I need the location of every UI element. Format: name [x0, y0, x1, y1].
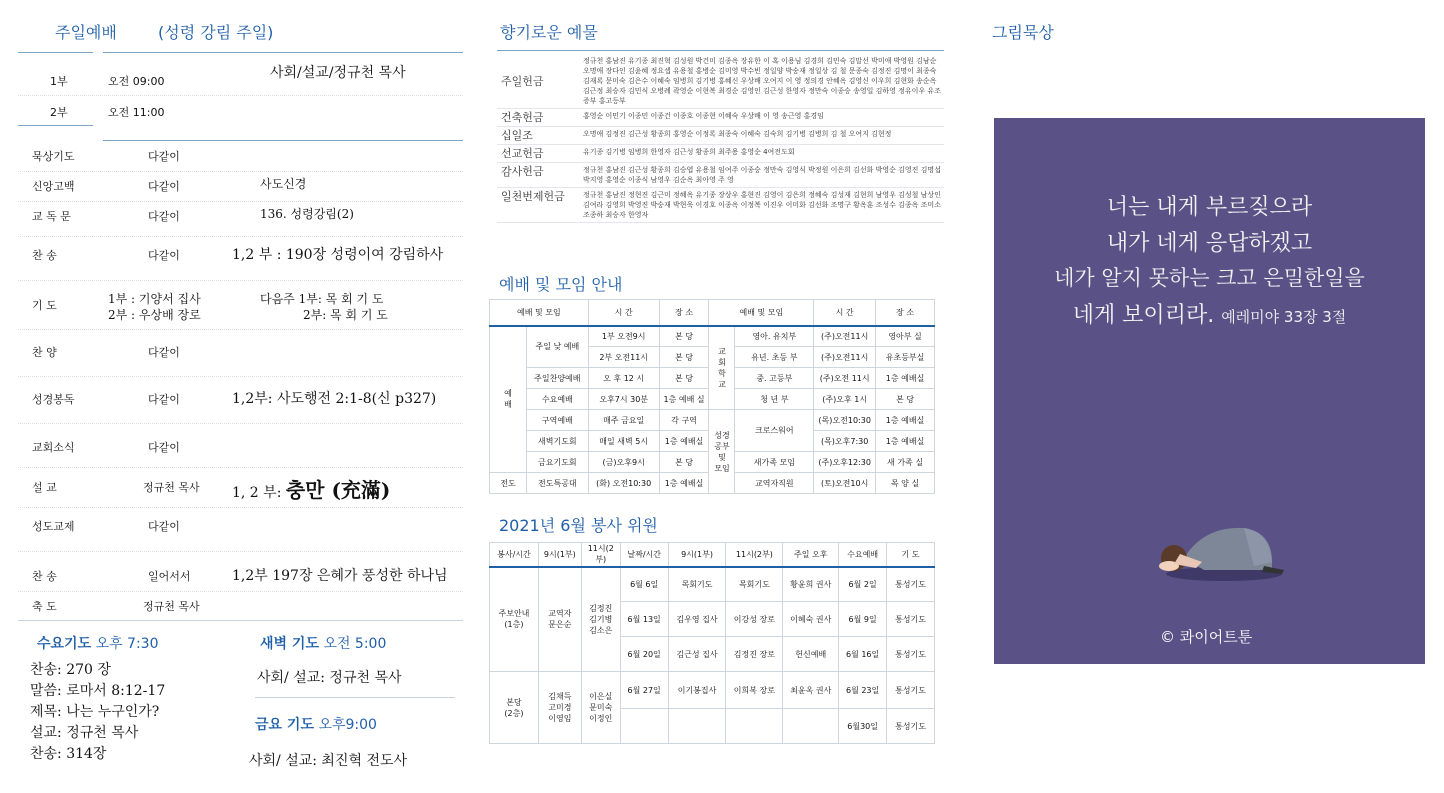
wednesday-line: 설교: 정규천 목사	[30, 725, 139, 741]
worship-item-label: 찬 양	[32, 346, 57, 359]
next-week-prayer: 다음주 1부: 목 회 기 도	[260, 292, 384, 306]
prayer-2: 2부 : 우상배 장로	[108, 308, 201, 322]
offerings-table	[497, 54, 944, 223]
sermon-title	[232, 474, 390, 503]
schedule-table	[489, 299, 935, 494]
verse-line: 내가 네게 응답하겠고	[1106, 231, 1313, 256]
schedule-place: 목 양 실	[876, 473, 935, 494]
schedule-place: 본 당	[659, 368, 709, 389]
schedule-name: 전도특공대	[526, 473, 588, 494]
worship-item-label: 성경봉독	[32, 393, 75, 406]
column-header: 9시(1부)	[668, 543, 726, 567]
volunteer-cell: 통성기도	[887, 637, 935, 672]
schedule-time: (금)오후9시	[588, 452, 659, 473]
schedule-place: 1층 예배실	[876, 431, 935, 452]
schedule-place: 1층 예배실	[876, 410, 935, 431]
schedule-title: 예배 및 모임 안내	[499, 275, 623, 294]
schedule-group: 전도	[490, 473, 527, 494]
worship-leader: 사회/설교/정규천 목사	[270, 65, 406, 81]
column-header: 시 간	[588, 300, 659, 326]
offering-names: 정규천 홍남진 정현진 김근미 정혜옥 유기종 장상우 홍현진 김영이 김은희 정혜숙 김성재 김현희 남영우 김성철 남상인 김여라 김영희 박영진 박숭재 박현욱 이경호 이종옥 이정복 이진우 이미화 김선화 조명구 황옥훈 조성수 김종옥 조미소 조종하 최승자 한영자	[581, 188, 944, 223]
offering-row	[497, 109, 944, 127]
wednesday-line: 제목: 나는 누구인가?	[30, 704, 160, 720]
offering-type: 건축헌금	[497, 109, 581, 127]
volunteer-cell: 통성기도	[887, 602, 935, 637]
worship-item-detail: 1,2부: 사도행전 2:1-8(신 p327)	[232, 391, 437, 407]
column-header: 주일 오후	[783, 543, 839, 567]
worship-item-who: 다같이	[148, 249, 180, 262]
schedule-time: 매일 새벽 5시	[588, 431, 659, 452]
illustration-credit: © 콰이어트툰	[1160, 628, 1253, 646]
schedule-name: 유년. 초등 부	[735, 347, 814, 368]
column-header: 기 도	[887, 543, 935, 567]
worship-item-label: 묵상기도	[32, 150, 75, 163]
worship-item-detail: 사도신경	[260, 177, 307, 191]
prayer-1: 1부 : 기양서 집사	[108, 292, 201, 306]
worship-item-who: 다같이	[148, 210, 180, 223]
offering-row	[497, 127, 944, 145]
worship-item-who: 일어서서	[148, 570, 191, 583]
offering-type: 십일조	[497, 127, 581, 145]
wednesday-line: 말씀: 로마서 8:12-17	[30, 683, 166, 699]
column-header: 장 소	[659, 300, 709, 326]
worship-item-who: 다같이	[148, 150, 180, 163]
wednesday-time: 오후 7:30	[95, 636, 159, 652]
worship-item-label: 교회소식	[32, 441, 75, 454]
column-header: 9시(1부)	[538, 543, 581, 567]
offering-names: 홍영순 이민기 이종민 이종건 이종호 이종현 이혜숙 우상배 이 영 송근영 홍경임	[581, 109, 944, 127]
friday-heading	[255, 714, 377, 734]
volunteer-group: 주보안내 (1층)	[490, 567, 539, 672]
offering-row	[497, 163, 944, 188]
worship-item-label: 기 도	[32, 299, 57, 312]
column-header: 봉사/시간	[490, 543, 539, 567]
verse-line-last	[994, 298, 1425, 329]
worship-subtitle: (성령 강림 주일)	[158, 23, 274, 42]
dawn-title: 새벽 기도	[260, 636, 319, 652]
column-header: 시 간	[814, 300, 876, 326]
worship-item-who: 다같이	[148, 346, 180, 359]
worship-item-label: 설 교	[32, 481, 57, 494]
volunteer-cell	[726, 709, 783, 744]
schedule-place: 1층 예배실	[659, 473, 709, 494]
schedule-name: 수요예배	[526, 389, 588, 410]
volunteer-cell: 통성기도	[887, 567, 935, 602]
volunteer-cell: 6월 6일	[620, 567, 668, 602]
volunteer-cell	[620, 709, 668, 744]
offering-row	[497, 188, 944, 223]
volunteer-row	[490, 672, 935, 709]
schedule-name: 주일 낮 예배	[526, 326, 588, 368]
schedule-time: (화) 오전10:30	[588, 473, 659, 494]
service1-label: 1부	[50, 75, 68, 88]
volunteer-cell: 이희복 장로	[726, 672, 783, 709]
friday-time: 오후9:00	[318, 717, 377, 733]
worship-item-who: 다같이	[148, 441, 180, 454]
column-header: 예배 및 모임	[709, 300, 814, 326]
worship-item-who: 다같이	[148, 393, 180, 406]
volunteer-cell	[783, 709, 839, 744]
verse-line: 네가 알지 못하는 크고 은밀한일을	[1054, 266, 1365, 290]
volunteer-cell: 헌신예배	[783, 637, 839, 672]
schedule-time: 1부 오전9시	[588, 326, 659, 347]
volunteer-cell: 6월30일	[839, 709, 887, 744]
schedule-name: 크로스워어	[735, 410, 814, 452]
volunteer-cell: 6월 9일	[839, 602, 887, 637]
offering-row	[497, 145, 944, 163]
volunteer-names: 교역자 문은순	[538, 567, 581, 672]
sermon-title-text: 충만 (充滿)	[285, 478, 391, 502]
volunteer-cell	[668, 709, 726, 744]
volunteer-cell: 이강성 장로	[726, 602, 783, 637]
worship-item-label: 찬 송	[32, 570, 57, 583]
offering-type: 선교헌금	[497, 145, 581, 163]
schedule-place: 본 당	[659, 326, 709, 347]
worship-item-label: 찬 송	[32, 249, 57, 262]
schedule-place: 본 당	[659, 452, 709, 473]
service2-label: 2부	[50, 106, 68, 119]
schedule-time: 2부 오전11시	[588, 347, 659, 368]
column-header: 날짜/시간	[620, 543, 668, 567]
schedule-place: 각 구역	[659, 410, 709, 431]
sermon-prefix: 1, 2 부:	[232, 485, 286, 501]
schedule-row	[490, 326, 935, 347]
schedule-row	[490, 410, 935, 431]
schedule-time: 매주 금요일	[588, 410, 659, 431]
offering-type: 일천번제헌금	[497, 188, 581, 223]
offering-row	[497, 54, 944, 109]
schedule-name: 구역예배	[526, 410, 588, 431]
verse-reference: 예레미야 33장 3절	[1221, 308, 1347, 326]
worship-item-label: 신앙고백	[32, 180, 75, 193]
volunteer-cell: 6월 16일	[839, 637, 887, 672]
schedule-place: 본 당	[876, 389, 935, 410]
schedule-name: 주일찬양예배	[526, 368, 588, 389]
schedule-time: (주)오전 11시	[814, 368, 876, 389]
worship-item-detail: 136. 성령강림(2)	[260, 207, 354, 221]
wednesday-heading	[37, 633, 159, 653]
schedule-place: 1층 예배 실	[659, 389, 709, 410]
volunteers-header-row	[490, 543, 935, 567]
volunteer-cell: 6월 2일	[839, 567, 887, 602]
schedule-time: (목)오후7:30	[814, 431, 876, 452]
dawn-heading	[260, 633, 386, 653]
schedule-place: 본 당	[659, 347, 709, 368]
worship-item-detail: 1,2 부 : 190장 성령이여 강림하사	[232, 247, 444, 263]
schedule-name: 중. 고등부	[735, 368, 814, 389]
wednesday-details	[30, 660, 165, 765]
schedule-time: (주)오전11시	[814, 326, 876, 347]
service1-time: 오전 09:00	[108, 75, 165, 88]
volunteer-cell: 김우영 집사	[668, 602, 726, 637]
offering-names: 오명애 김정진 김근성 황종희 홍영순 이정록 최종숙 이혜숙 김숙희 김기병 김병희 김 철 오여지 김현정	[581, 127, 944, 145]
schedule-group: 성경 공부 및 모임	[709, 410, 735, 494]
schedule-group: 교 회 학 교	[709, 326, 735, 410]
volunteer-cell: 6월 23일	[839, 672, 887, 709]
schedule-group: 예 배	[490, 326, 527, 473]
volunteer-cell: 목회기도	[668, 567, 726, 602]
volunteer-cell: 목회기도	[726, 567, 783, 602]
volunteers-title: 2021년 6월 봉사 위원	[499, 516, 658, 535]
volunteer-cell: 통성기도	[887, 709, 935, 744]
offering-names: 정규천 홍남진 김근성 황종희 김승엽 유용철 임여주 이종승 정만숙 김영식 박정원 이은희 김선화 박영순 김영진 김명섭 박지영 홍영순 이종식 남영우 김순옥 최아영 주 영	[581, 163, 944, 188]
worship-item-label: 축 도	[32, 600, 57, 613]
verse-line: 네게 보이리라.	[1072, 303, 1215, 328]
worship-item-label: 성도교제	[32, 520, 75, 533]
schedule-time: 오 후 12 시	[588, 368, 659, 389]
schedule-name: 청 년 부	[735, 389, 814, 410]
worship-title: 주일예배	[55, 23, 117, 42]
schedule-name: 새벽기도회	[526, 431, 588, 452]
friday-title: 금요 기도	[255, 717, 314, 733]
volunteer-cell: 이혜숙 권사	[783, 602, 839, 637]
offering-names: 유기종 김기병 임병희 한영자 김근성 황종희 최주용 홍영순 4여전도회	[581, 145, 944, 163]
schedule-place: 1층 예배실	[659, 431, 709, 452]
column-header: 수요예배	[839, 543, 887, 567]
offerings-title: 향기로운 예물	[500, 23, 598, 42]
worship-item-who: 다같이	[148, 520, 180, 533]
volunteer-names: 김채득 고미경 이영임	[538, 672, 581, 744]
schedule-time: (주)오후12:30	[814, 452, 876, 473]
offering-type: 감사헌금	[497, 163, 581, 188]
verse-line: 너는 내게 부르짖으라	[1106, 195, 1313, 220]
meditation-illustration	[994, 118, 1425, 664]
volunteers-table	[489, 542, 935, 744]
schedule-place: 새 가족 실	[876, 452, 935, 473]
volunteer-cell: 김정진 장로	[726, 637, 783, 672]
next-week-prayer-2: 2부: 목 회 기 도	[303, 308, 388, 322]
schedule-time: (토)오전10시	[814, 473, 876, 494]
schedule-time: 오후7시 30분	[588, 389, 659, 410]
schedule-name: 금요기도회	[526, 452, 588, 473]
volunteer-names: 김정진 김기병 김소은	[581, 567, 620, 672]
volunteer-cell: 6월 13일	[620, 602, 668, 637]
schedule-name: 영아. 유치부	[735, 326, 814, 347]
schedule-time: (주)오후 1시	[814, 389, 876, 410]
schedule-place: 1층 예배실	[876, 368, 935, 389]
column-header: 장 소	[876, 300, 935, 326]
volunteer-cell: 통성기도	[887, 672, 935, 709]
meditation-title: 그림묵상	[992, 23, 1054, 42]
service2-time: 오전 11:00	[108, 106, 165, 119]
volunteer-cell: 황윤희 권사	[783, 567, 839, 602]
dawn-leader: 사회/ 설교: 정규천 목사	[257, 670, 402, 686]
offering-type: 주일헌금	[497, 54, 581, 109]
volunteer-cell: 김근성 집사	[668, 637, 726, 672]
worship-item-label: 교 독 문	[32, 210, 71, 223]
schedule-place: 유초등부실	[876, 347, 935, 368]
offering-names: 정규천 홍남진 유기종 최진혁 김성원 박건미 김종옥 장유한 이 혹 이용님 김경희 김민숙 김말선 박미애 박영원 김남순 오명애 장다인 김윤혜 정요셉 유용철 홍병순 김미영 박수빈 정일양 박숭재 정일상 김 철 문종숙 김정진 김명이 최종숙 김재록 문미숙 김은수 이혜숙 임병희 김기병 홍혜신 우상배 오여지 이 영 정의경 안혜옥 김영신 이우희 김현화 송순옥 김근정 최승자 김민식 오병례 곽영순 이현복 최경순 김영인 김근성 한영자 정만숙 이종승 송영일 김하영 정유이우 유조증부 홍고등부	[581, 54, 944, 109]
wednesday-line: 찬송: 270 장	[30, 662, 111, 678]
volunteer-cell: 최윤옥 권사	[783, 672, 839, 709]
volunteer-row	[490, 567, 935, 602]
schedule-header-row	[490, 300, 935, 326]
worship-item-detail: 1,2부 197장 은혜가 풍성한 하나님	[232, 568, 448, 584]
worship-item-who: 정규천 목사	[143, 481, 200, 494]
schedule-time: (목)오전10:30	[814, 410, 876, 431]
volunteer-names: 이은실 문미숙 이정인	[581, 672, 620, 744]
worship-item-who: 다같이	[148, 180, 180, 193]
schedule-name: 교역자직원	[735, 473, 814, 494]
schedule-time: (주)오전11시	[814, 347, 876, 368]
column-header: 11시(2부)	[581, 543, 620, 567]
wednesday-title: 수요기도	[37, 636, 92, 652]
wednesday-line: 찬송: 314장	[30, 746, 107, 762]
schedule-place: 영아부 실	[876, 326, 935, 347]
volunteer-cell: 6월 27일	[620, 672, 668, 709]
dawn-time: 오전 5:00	[323, 636, 387, 652]
schedule-name: 새가족 모임	[735, 452, 814, 473]
volunteer-group: 본당 (2층)	[490, 672, 539, 744]
friday-leader: 사회/ 설교: 최진혁 전도사	[249, 753, 408, 769]
column-header: 11시(2부)	[726, 543, 783, 567]
column-header: 예배 및 모임	[490, 300, 589, 326]
volunteer-cell: 이기봉집사	[668, 672, 726, 709]
kneeling-person-illustration	[1144, 506, 1294, 586]
worship-item-who: 정규천 목사	[143, 600, 200, 613]
volunteer-cell: 6월 20일	[620, 637, 668, 672]
